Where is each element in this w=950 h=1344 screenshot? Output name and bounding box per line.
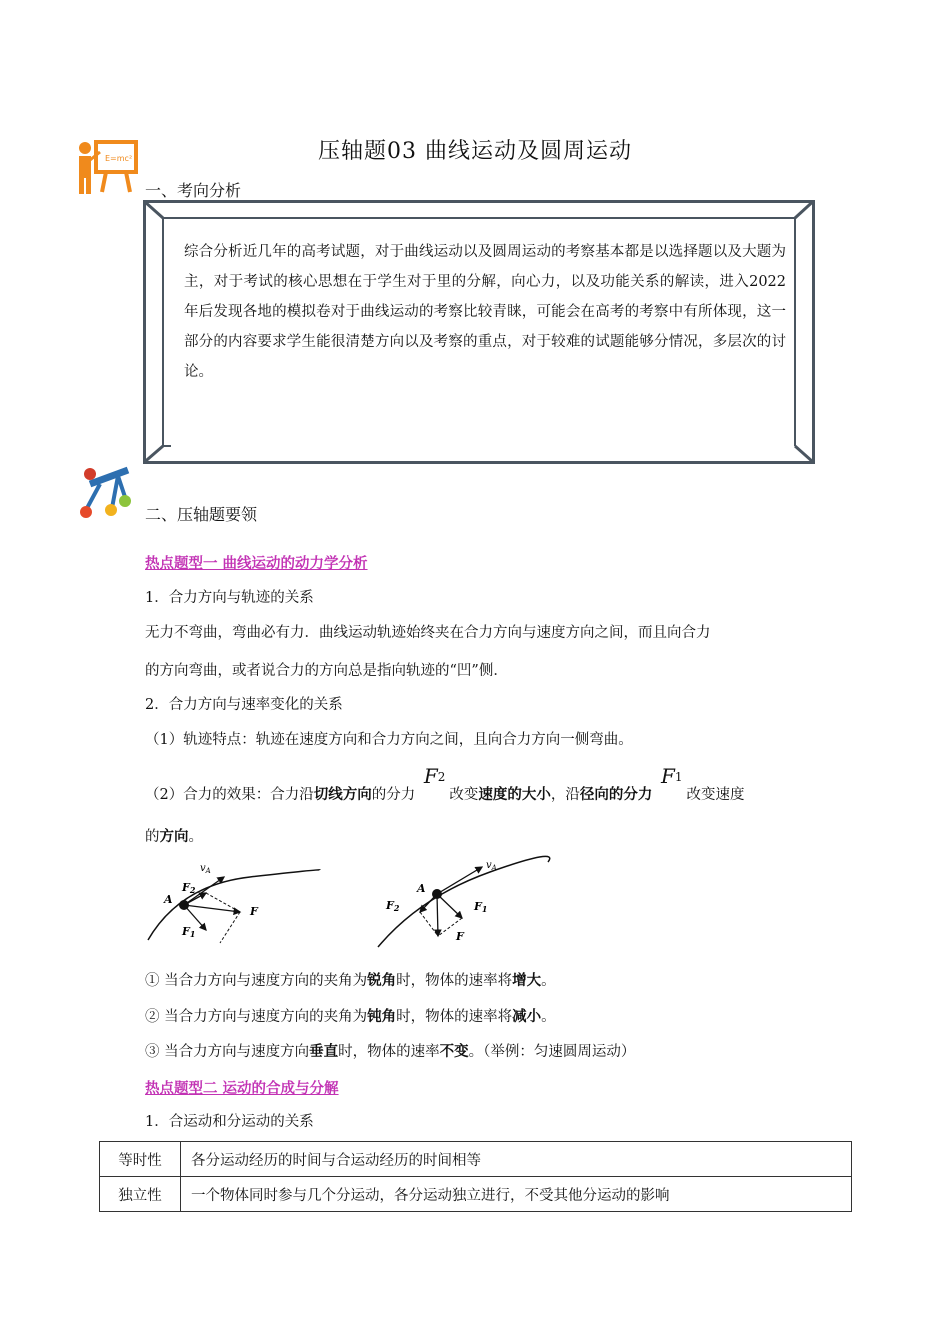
svg-text:F1: F1 bbox=[182, 925, 196, 939]
item2-title: 2．合力方向与速率变化的关系 bbox=[145, 697, 343, 713]
section1-heading: 一、考向分析 bbox=[145, 181, 242, 200]
item2-p1: （1）轨迹特点：轨迹在速度方向和合力方向之间，且向合力方向一侧弯曲。 bbox=[145, 732, 633, 748]
item2-p2: （2）合力的效果：合力沿切线方向的分力 F2改变速度的大小，沿径向的分力 F1改变速度 bbox=[145, 764, 745, 803]
page-title: 压轴题03 曲线运动及圆周运动 bbox=[318, 139, 632, 164]
svg-text:F: F bbox=[456, 930, 464, 943]
force-diagram-obtuse bbox=[370, 852, 560, 952]
item3-title: 1．合运动和分运动的关系 bbox=[145, 1114, 314, 1130]
table-key: 等时性 bbox=[100, 1142, 181, 1177]
analysis-paragraph: 综合分析近几年的高考试题，对于曲线运动以及圆周运动的考察基本都是以选择题以及大题为主，对于考试的核心思想在于学生对于里的分解，向心力，以及功能关系的解读，进入2022年后发现各地的模拟卷对于曲线运动的考察比较青睐，可能会在高考的考察中有所体现，这一部分的内容要求学生能很清楚方向以及考察的重点，对于较难的试题能够分情况，多层次的讨论。 bbox=[184, 244, 786, 380]
svg-text:F1: F1 bbox=[474, 900, 488, 914]
svg-text:E=mc²: E=mc² bbox=[105, 154, 133, 163]
hot-topic-1: 热点题型一 曲线运动的动力学分析 bbox=[145, 555, 368, 572]
item1-title: 1．合力方向与轨迹的关系 bbox=[145, 590, 314, 606]
item1-line2: 的方向弯曲，或者说合力的方向总是指向轨迹的“凹”侧． bbox=[145, 663, 508, 679]
table-value: 一个物体同时参与几个分运动，各分运动独立进行，不受其他分运动的影响 bbox=[181, 1177, 852, 1212]
table-row bbox=[100, 1177, 852, 1212]
case-perpendicular: ③ 当合力方向与速度方向垂直时，物体的速率不变。（举例：匀速圆周运动） bbox=[145, 1043, 636, 1060]
hot-topic-2: 热点题型二 运动的合成与分解 bbox=[145, 1080, 339, 1097]
table-row bbox=[100, 1142, 852, 1177]
svg-text:vA: $v_A$ bbox=[200, 863, 211, 875]
svg-text:F2: F2 bbox=[386, 899, 400, 913]
case-obtuse: ② 当合力方向与速度方向的夹角为钝角时，物体的速率将减小。 bbox=[145, 1008, 556, 1025]
svg-text:A: A bbox=[417, 882, 426, 895]
svg-text:F2: F2 bbox=[182, 881, 196, 895]
svg-text:A: A bbox=[164, 893, 173, 906]
item2-p2-cont: 的方向。 bbox=[145, 828, 203, 845]
table-key: 独立性 bbox=[100, 1177, 181, 1212]
svg-text:vA: $v_A$ bbox=[486, 860, 497, 872]
motion-relation-table bbox=[99, 1141, 852, 1212]
item1-line1: 无力不弯曲，弯曲必有力．曲线运动轨迹始终夹在合力方向与速度方向之间，而且向合力 bbox=[145, 625, 711, 641]
table-value: 各分运动经历的时间与合运动经历的时间相等 bbox=[181, 1142, 852, 1177]
case-acute: ① 当合力方向与速度方向的夹角为锐角时，物体的速率将增大。 bbox=[145, 972, 556, 989]
bench-balls-icon bbox=[78, 462, 138, 520]
section2-heading: 二、压轴题要领 bbox=[145, 505, 258, 524]
svg-text:F: F bbox=[250, 905, 258, 918]
force-diagram-acute bbox=[140, 855, 340, 950]
